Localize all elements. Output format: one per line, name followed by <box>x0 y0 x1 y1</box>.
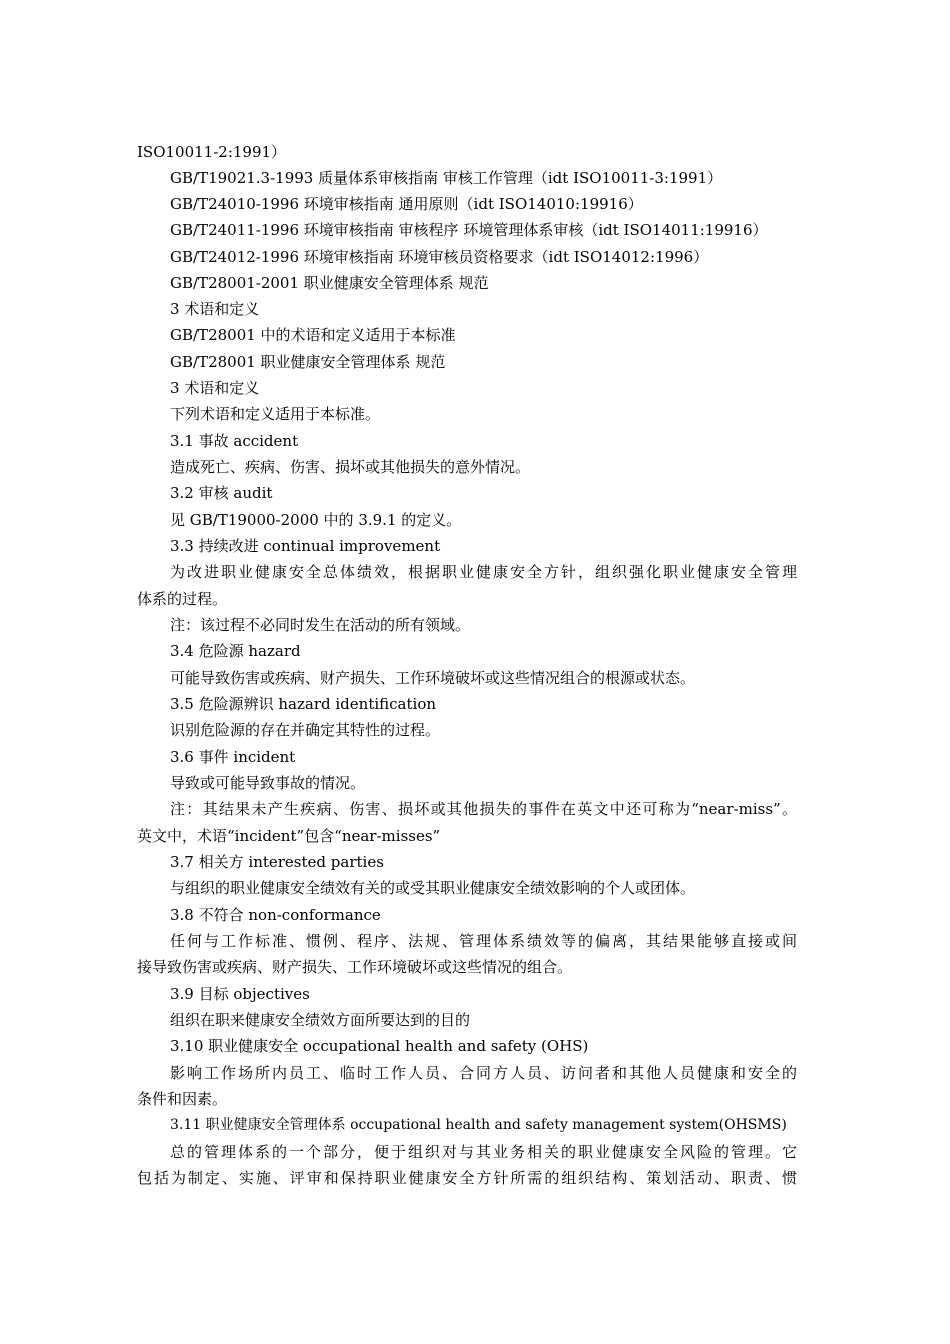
term-heading: 3.7 相关方 interested parties <box>170 853 384 871</box>
term-definition: 总的管理体系的一个部分，便于组织对与其业务相关的职业健康安全风险的管理。它 <box>170 1143 797 1161</box>
term-heading: 3.1 事故 accident <box>170 432 299 450</box>
term-heading: 3.3 持续改进 continual improvement <box>170 537 441 555</box>
section-heading: 3 术语和定义 <box>170 379 260 397</box>
text-line: GB/T24012-1996 环境审核指南 环境审核员资格要求（idt ISO14012:1996） <box>170 248 709 266</box>
term-heading: 3.9 目标 objectives <box>170 985 310 1003</box>
text-line: GB/T24011-1996 环境审核指南 审核程序 环境管理体系审核（idt ISO14011:19916） <box>170 221 768 239</box>
term-heading: 3.6 事件 incident <box>170 748 296 766</box>
term-heading: 3.11 职业健康安全管理体系 occupational health and safety management system(OHSMS) <box>170 1117 787 1133</box>
section-heading: 3 术语和定义 <box>170 300 260 318</box>
term-definition: 包括为制定、实施、评审和保持职业健康安全方针所需的组织结构、策划活动、职责、惯 <box>137 1169 797 1187</box>
term-definition: 造成死亡、疾病、伤害、损坏或其他损失的意外情况。 <box>170 458 531 476</box>
term-heading: 3.5 危险源辨识 hazard identification <box>170 695 437 713</box>
text-line: GB/T19021.3-1993 质量体系审核指南 审核工作管理（idt ISO10011-3:1991） <box>170 169 723 187</box>
term-definition: 见 GB/T19000-2000 中的 3.9.1 的定义。 <box>170 511 462 529</box>
term-heading: 3.2 审核 audit <box>170 484 273 502</box>
term-definition: 条件和因素。 <box>137 1090 228 1108</box>
term-heading: 3.8 不符合 non-conformance <box>170 906 381 924</box>
text-line: GB/T24010-1996 环境审核指南 通用原则（idt ISO14010:19916） <box>170 195 643 213</box>
term-definition: 组织在职来健康安全绩效方面所要达到的目的 <box>170 1011 471 1029</box>
term-definition: 可能导致伤害或疾病、财产损失、工作环境破坏或这些情况组合的根源或状态。 <box>170 669 696 687</box>
text-line: ISO10011-2:1991） <box>137 143 287 161</box>
term-definition: 与组织的职业健康安全绩效有关的或受其职业健康安全绩效影响的个人或团体。 <box>170 879 696 897</box>
term-definition: 识别危险源的存在并确定其特性的过程。 <box>170 721 441 739</box>
text-line: GB/T28001-2001 职业健康安全管理体系 规范 <box>170 274 489 292</box>
term-definition: 导致或可能导致事故的情况。 <box>170 774 366 792</box>
term-heading: 3.4 危险源 hazard <box>170 642 301 660</box>
term-note: 英文中，术语“incident”包含“near-misses” <box>137 827 441 845</box>
text-line: GB/T28001 中的术语和定义适用于本标准 <box>170 326 456 344</box>
term-definition: 为改进职业健康安全总体绩效，根据职业健康安全方针，组织强化职业健康安全管理 <box>170 563 797 581</box>
term-note: 注：其结果未产生疾病、伤害、损坏或其他损失的事件在英文中还可称为“near-miss”。 <box>170 800 797 818</box>
term-note: 注：该过程不必同时发生在活动的所有领域。 <box>170 616 471 634</box>
term-definition: 接导致伤害或疾病、财产损失、工作环境破坏或这些情况的组合。 <box>137 958 573 976</box>
text-line: GB/T28001 职业健康安全管理体系 规范 <box>170 353 446 371</box>
term-heading: 3.10 职业健康安全 occupational health and safety (OHS) <box>170 1037 589 1055</box>
term-definition: 任何与工作标准、惯例、程序、法规、管理体系绩效等的偏离，其结果能够直接或间 <box>170 932 797 950</box>
term-definition: 体系的过程。 <box>137 590 228 608</box>
term-definition: 影响工作场所内员工、临时工作人员、合同方人员、访问者和其他人员健康和安全的 <box>170 1064 797 1082</box>
text-line: 下列术语和定义适用于本标准。 <box>170 405 381 423</box>
